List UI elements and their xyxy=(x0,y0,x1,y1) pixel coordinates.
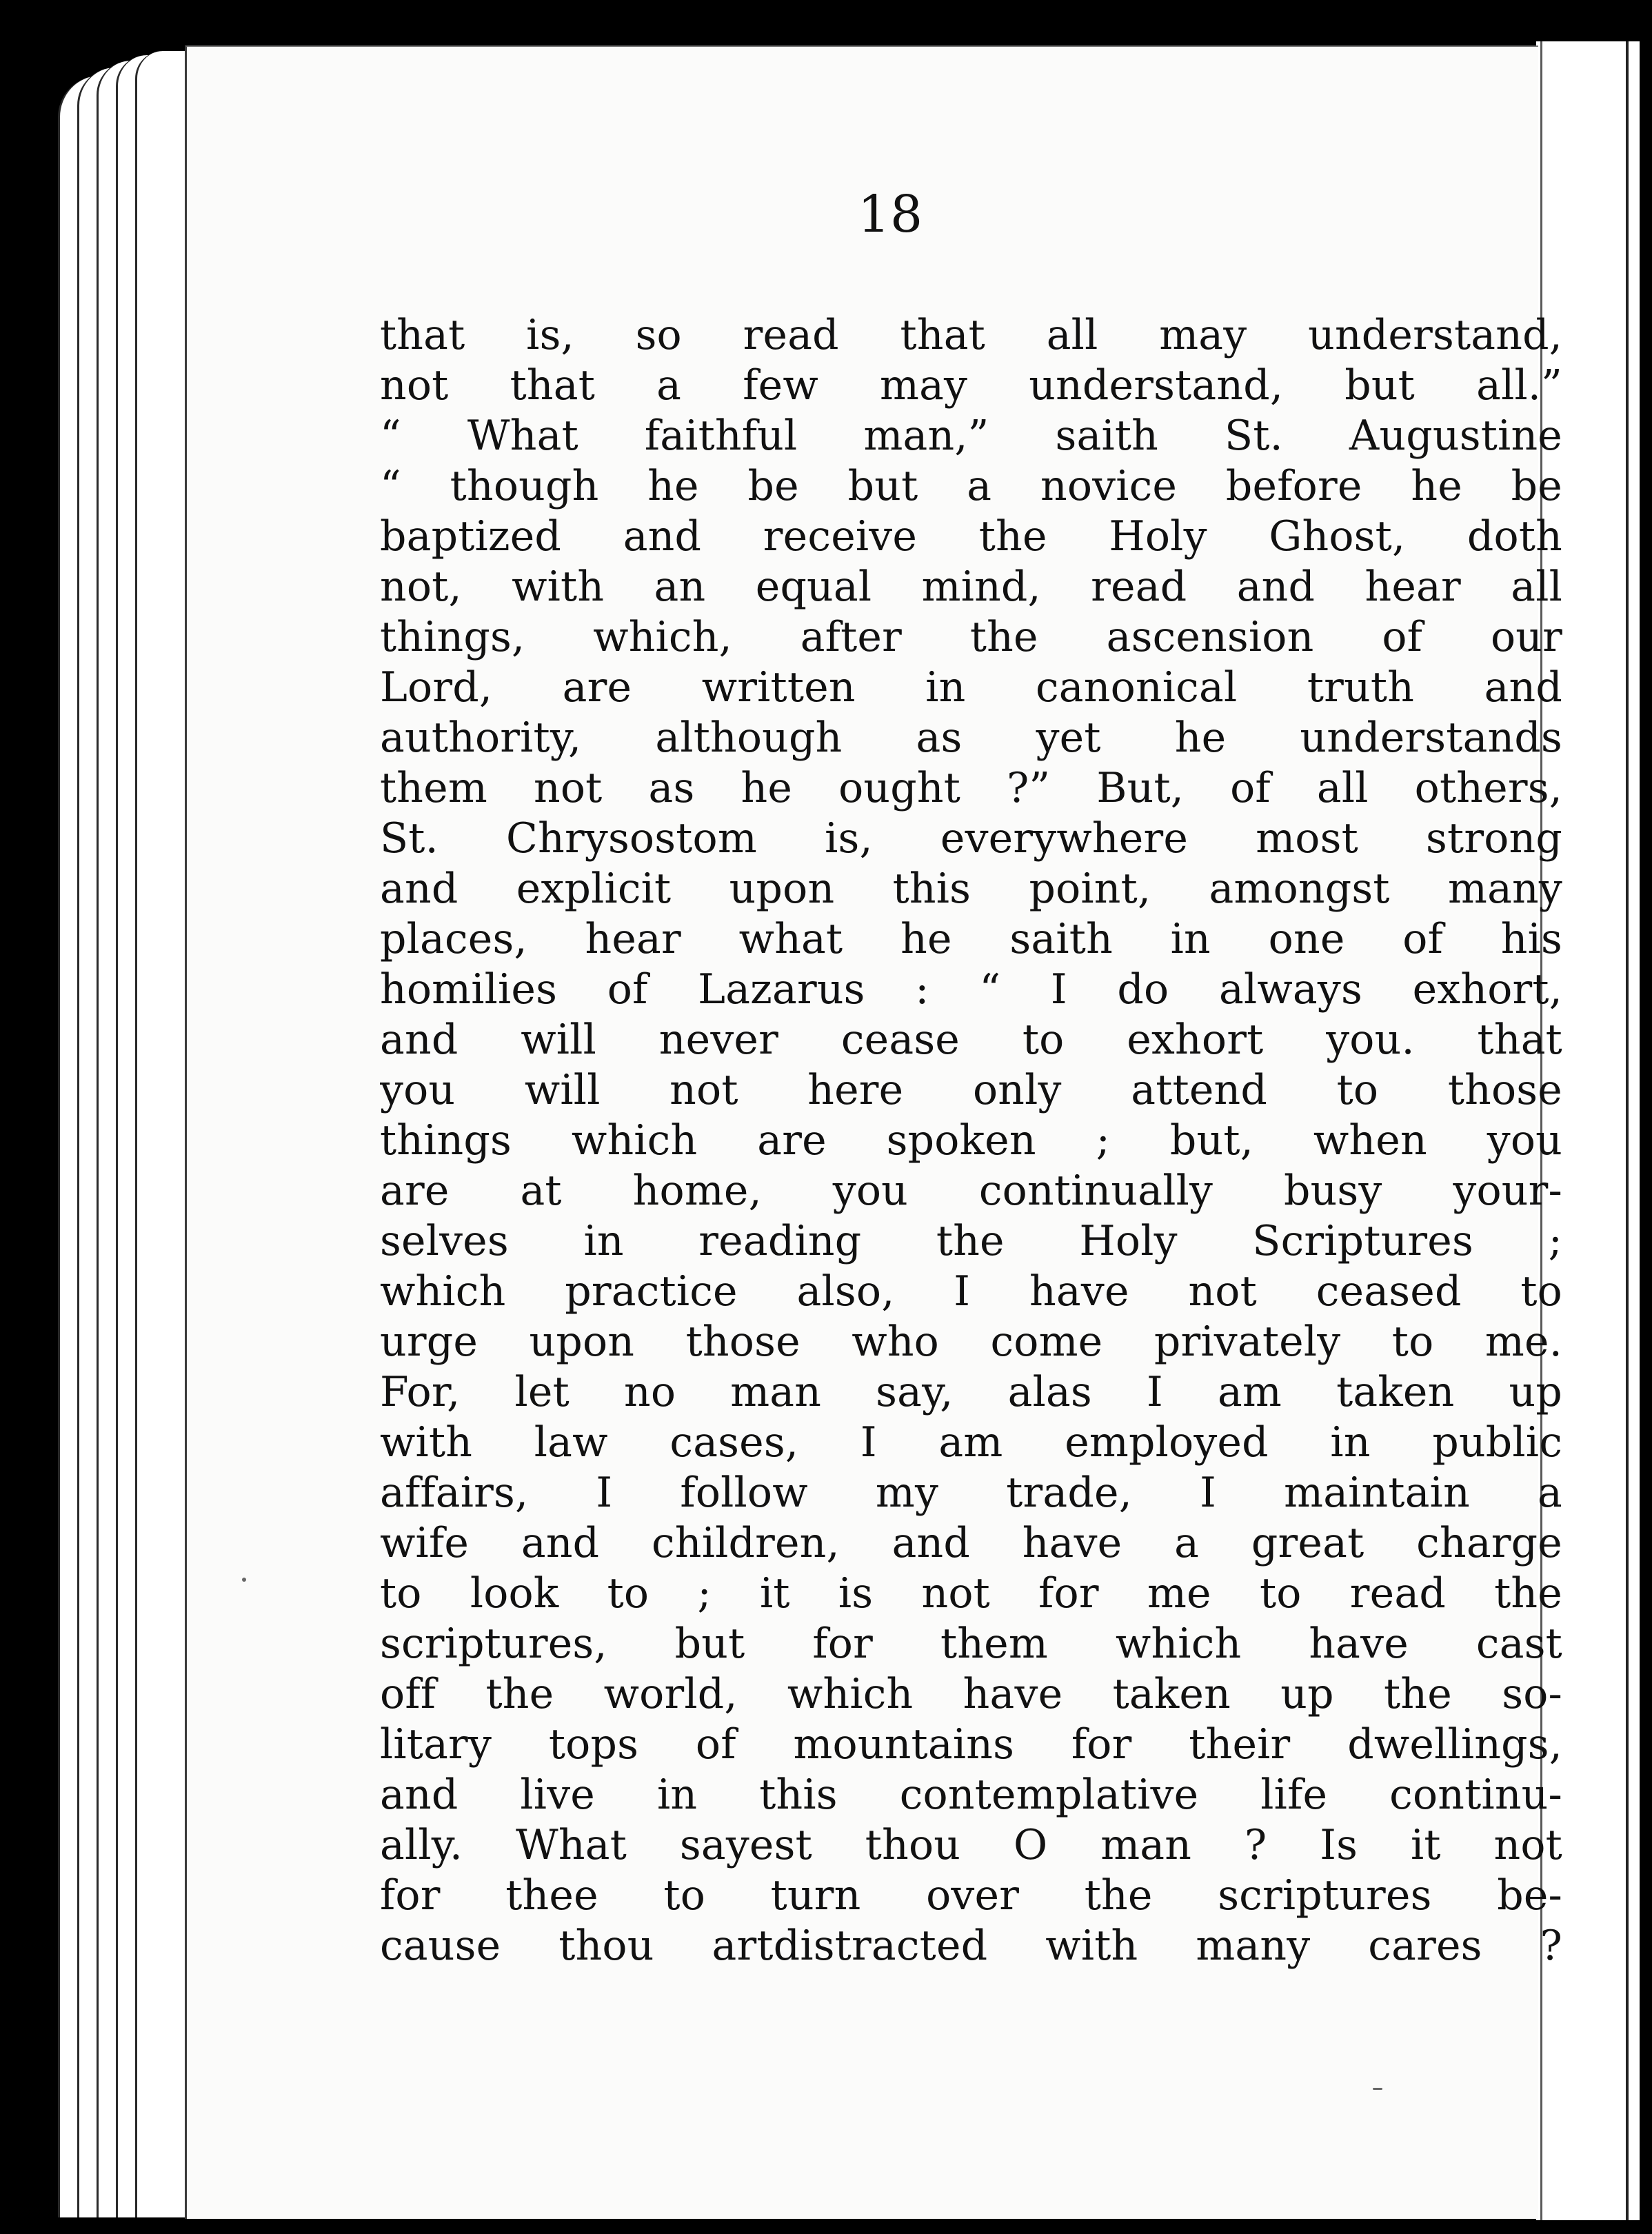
text-line: not that a few may understand, but all.” xyxy=(380,361,1562,410)
paper-edge-line xyxy=(1626,41,1629,2220)
text-line: and explicit upon this point, amongst many xyxy=(380,865,1562,913)
text-line: litary tops of mountains for their dwellings, xyxy=(380,1720,1562,1769)
text-line: Lord, are written in canonical truth and xyxy=(380,663,1562,712)
text-line: for thee to turn over the scriptures be- xyxy=(380,1871,1562,1920)
scan-speck xyxy=(1373,2088,1382,2090)
text-line: not, with an equal mind, read and hear all xyxy=(380,563,1562,611)
text-line: you will not here only attend to those xyxy=(380,1066,1562,1114)
text-line: places, hear what he saith in one of his xyxy=(380,915,1562,963)
text-line: affairs, I follow my trade, I maintain a xyxy=(380,1469,1562,1517)
text-line: “ though he be but a novice before he be xyxy=(380,462,1562,510)
text-line: off the world, which have taken up the so- xyxy=(380,1670,1562,1718)
text-line: which practice also, I have not ceased to xyxy=(380,1267,1562,1316)
text-line: and live in this contemplative life continu- xyxy=(380,1771,1562,1819)
text-line: selves in reading the Holy Scriptures ; xyxy=(380,1217,1562,1265)
text-line: things, which, after the ascension of our xyxy=(380,613,1562,661)
text-line: urge upon those who come privately to me. xyxy=(380,1318,1562,1366)
text-line: them not as he ought ?” But, of all others, xyxy=(380,764,1562,812)
text-line: with law cases, I am employed in public xyxy=(380,1418,1562,1467)
text-line: homilies of Lazarus : “ I do always exhort, xyxy=(380,965,1562,1014)
text-line: ally. What sayest thou O man ? Is it not xyxy=(380,1821,1562,1869)
text-line: and will never cease to exhort you. that xyxy=(380,1016,1562,1064)
book-page xyxy=(185,46,1562,2219)
text-line: things which are spoken ; but, when you xyxy=(380,1116,1562,1165)
text-line: authority, although as yet he understands xyxy=(380,714,1562,762)
text-line: that is, so read that all may understand, xyxy=(380,311,1562,359)
text-line: wife and children, and have a great charge xyxy=(380,1519,1562,1567)
scan-speck xyxy=(242,1578,246,1582)
text-line: to look to ; it is not for me to read the xyxy=(380,1569,1562,1618)
text-line: baptized and receive the Holy Ghost, doth xyxy=(380,512,1562,561)
text-line: are at home, you continually busy your- xyxy=(380,1167,1562,1215)
page-number: 18 xyxy=(857,185,923,244)
text-line: For, let no man say, alas I am taken up xyxy=(380,1368,1562,1416)
text-line: cause thou artdistracted with many cares ? xyxy=(380,1922,1562,1970)
text-line: scriptures, but for them which have cast xyxy=(380,1620,1562,1668)
text-line: St. Chrysostom is, everywhere most strong xyxy=(380,814,1562,863)
body-text xyxy=(380,310,1562,1971)
text-line: “ What faithful man,” saith St. Augustine xyxy=(380,412,1562,460)
